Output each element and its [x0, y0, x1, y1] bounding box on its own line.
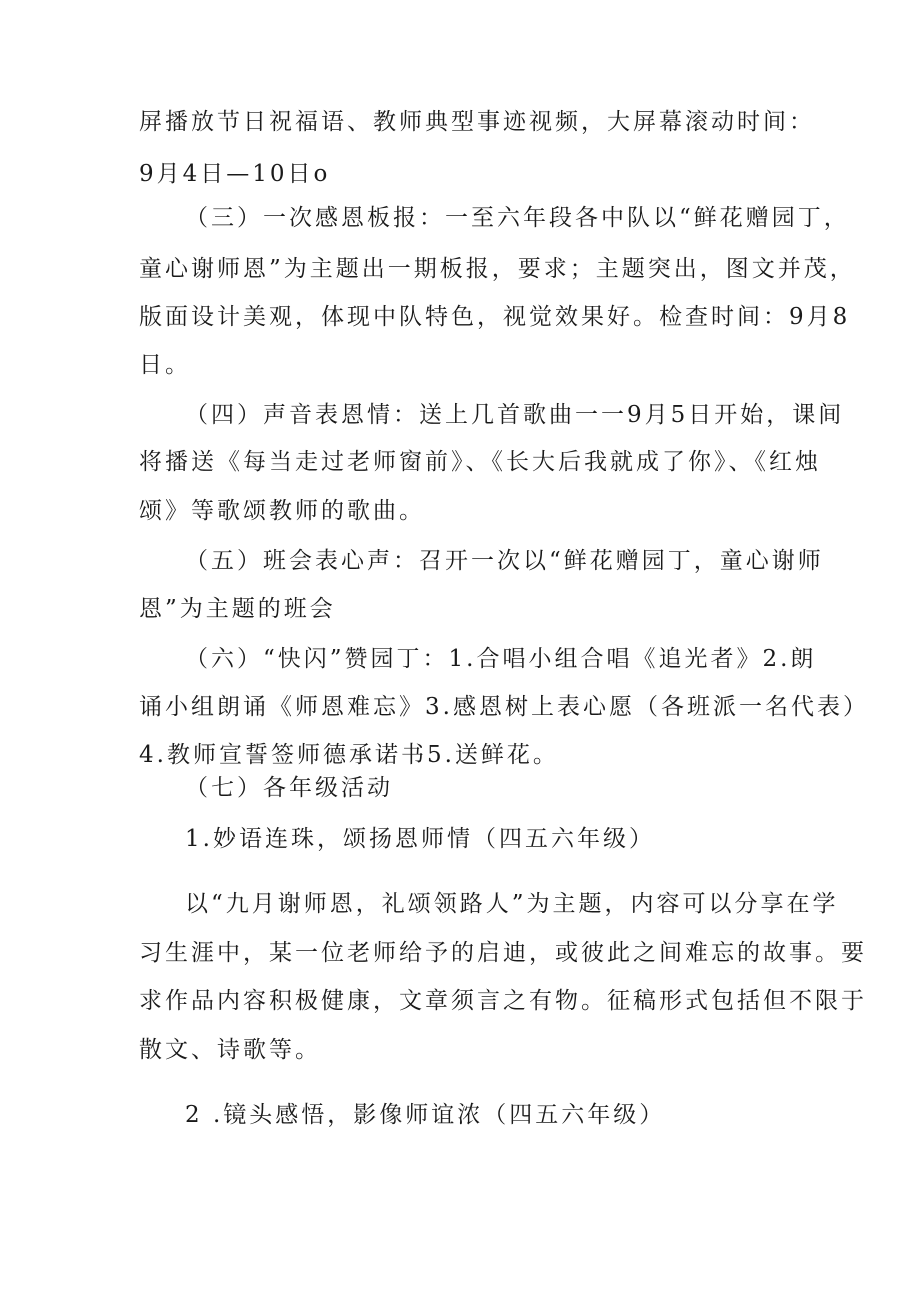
paragraph-line: 4.教师宣誓签师德承诺书5.送鲜花。 [139, 742, 559, 768]
section-5-heading-line: （五）班会表心声：召开一次以“鲜花赠园丁，童心谢师 [185, 548, 824, 574]
paragraph-line: 9月4日—10日o [139, 161, 331, 187]
paragraph-line: 童心谢师恩”为主题出一期板报，要求；主题突出，图文并茂， [139, 256, 856, 282]
section-4-heading-line: （四）声音表恩情：送上几首歌曲一一9月5日开始，课间 [185, 402, 845, 428]
paragraph-line: 恩”为主题的班会 [139, 596, 336, 622]
paragraph-line: 日。 [139, 352, 191, 378]
section-6-heading-line: （六）“快闪”赞园丁：1.合唱小组合唱《追光者》2.朗 [185, 646, 817, 672]
subsection-2-heading: 2 .镜头感悟，影像师谊浓（四五六年级） [185, 1102, 666, 1128]
paragraph-line: 屏播放节日祝福语、教师典型事迹视频，大屏幕滚动时间： [139, 109, 815, 135]
paragraph-line: 以“九月谢师恩，礼颂领路人”为主题，内容可以分享在学 [185, 891, 839, 917]
paragraph-line: 诵小组朗诵《师恩难忘》3.感恩树上表心愿（各班派一名代表） [139, 694, 869, 720]
paragraph-line: 版面设计美观，体现中队特色，视觉效果好。检查时间：9月8 [139, 304, 851, 330]
section-7-heading: （七）各年级活动 [185, 775, 393, 801]
paragraph-line: 求作品内容积极健康，文章须言之有物。征稿形式包括但不限于 [139, 988, 867, 1014]
section-3-heading-line: （三）一次感恩板报：一至六年段各中队以“鲜花赠园丁， [185, 205, 850, 231]
paragraph-line: 颂》等歌颂教师的歌曲。 [139, 498, 425, 524]
paragraph-line: 散文、诗歌等。 [139, 1037, 321, 1063]
subsection-1-heading: 1.妙语连珠，颂扬恩师情（四五六年级） [185, 826, 655, 852]
paragraph-line: 将播送《每当走过老师窗前》、《长大后我就成了你》、《红烛 [139, 449, 821, 475]
paragraph-line: 习生涯中，某一位老师给予的启迪，或彼此之间难忘的故事。要 [139, 940, 867, 966]
